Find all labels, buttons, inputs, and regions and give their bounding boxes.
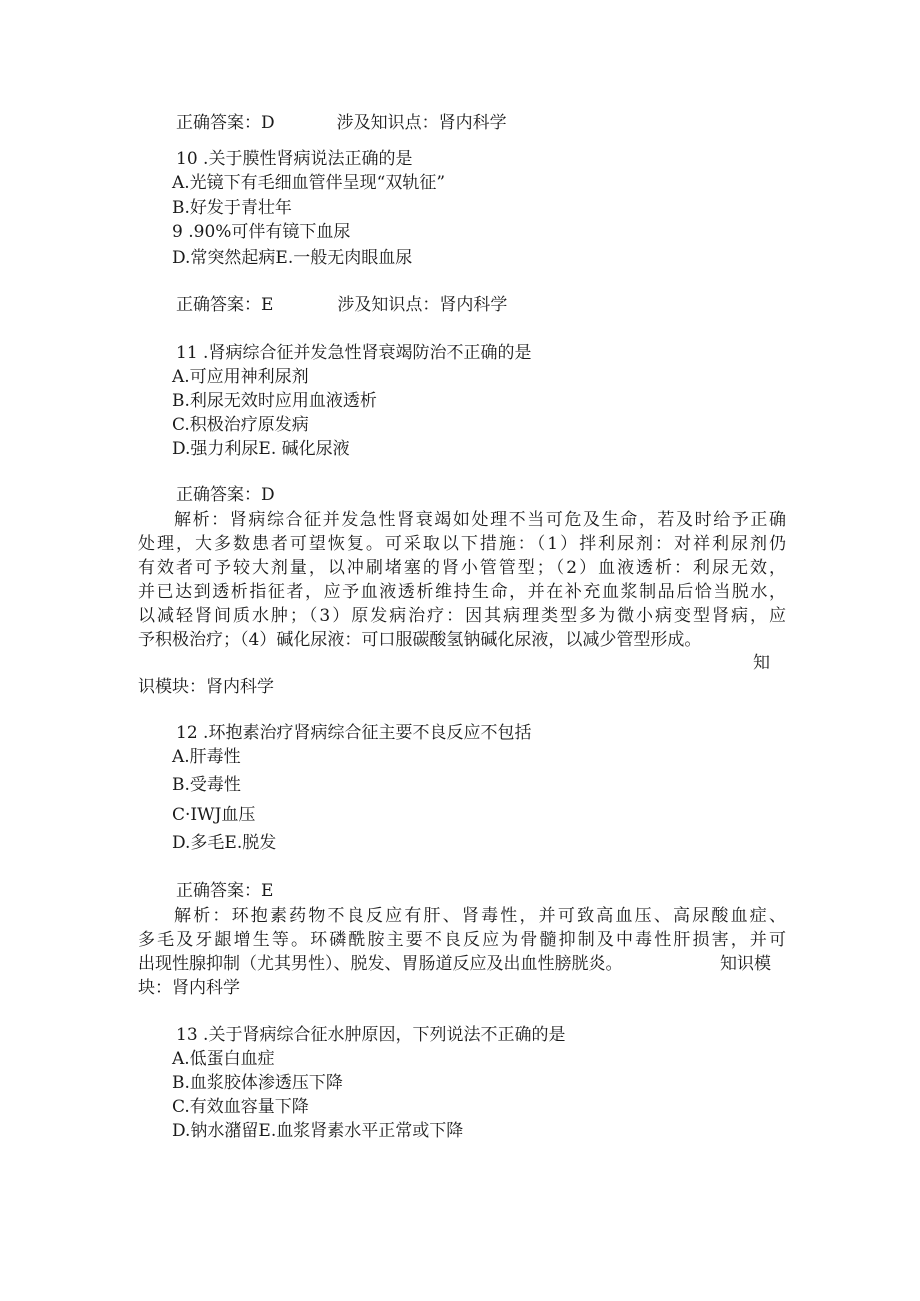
q12-explanation (138, 904, 786, 976)
q10-option-a: A.光镜下有毛细血管伴呈现“双轨征” (172, 173, 446, 193)
q11-option-de: D.强力利尿E. 碱化尿液 (172, 439, 350, 459)
q12-option-a: A.肝毒性 (172, 747, 241, 767)
q11-option-b: B.利尿无效时应用血液透析 (172, 391, 377, 411)
q13-option-de: D.钠水潴留E.血浆肾素水平正常或下降 (172, 1121, 464, 1141)
q12-option-de: D.多毛E.脱发 (172, 833, 277, 853)
q12-option-b: B.受毒性 (172, 775, 241, 795)
q10-stem: 10 .关于膜性肾病说法正确的是 (176, 149, 413, 169)
q11-explanation-line: 以减轻肾间质水肿；（3）原发病治疗：因其病理类型多为微小病变型肾病，应 (138, 606, 786, 626)
q9-answer: 正确答案：D (176, 113, 275, 133)
q10-option-de: D.常突然起病E.一般无肉眼血尿 (172, 248, 413, 268)
q11-module-part2: 识模块：肾内科学 (138, 677, 274, 697)
q11-explanation-line: 予积极治疗；（4）碱化尿液：可口服碳酸氢钠碱化尿液，以减少管型形成。 (138, 630, 702, 650)
q10-option-b: B.好发于青壮年 (172, 198, 292, 218)
q10-answer-line (176, 294, 507, 316)
q11-explanation-line: 处理，大多数患者可望恢复。可采取以下措施：（1）拌利尿剂：对祥利尿剂仍 (138, 534, 786, 554)
q11-module-part1: 知 (753, 653, 770, 673)
q12-answer: 正确答案：E (176, 881, 274, 901)
q10-topic: 涉及知识点：肾内科学 (337, 295, 508, 315)
q12-module-tail: 知识模 (720, 954, 771, 974)
q11-explanation-line: 解析：肾病综合征并发急性肾衰竭如处理不当可危及生命，若及时给予正确 (174, 510, 786, 530)
q12-stem: 12 .环抱素治疗肾病综合征主要不良反应不包括 (176, 723, 532, 743)
q12-explanation-line: 解析：环抱素药物不良反应有肝、肾毒性，并可致高血压、高尿酸血症、 (174, 906, 786, 926)
q12-module-line2: 块：肾内科学 (138, 978, 240, 998)
q10-answer: 正确答案：E (176, 295, 274, 315)
q11-option-c: C.积极治疗原发病 (172, 415, 309, 435)
q12-explanation-line: 多毛及牙龈增生等。环磷酰胺主要不良反应为骨髓抑制及中毒性肝损害，并可 (138, 930, 786, 950)
q12-explanation-line: 出现性腺抑制（尤其男性）、脱发、胃肠道反应及出血性膀胱炎。 (138, 954, 623, 974)
q9-topic: 涉及知识点：肾内科学 (336, 113, 507, 133)
q11-explanation-line: 并已达到透析指征者，应予血液透析维持生命，并在补充血浆制品后恰当脱水， (138, 582, 786, 602)
q11-option-a: A.可应用神利尿剂 (172, 367, 309, 387)
q9-answer-line (176, 112, 507, 134)
q10-option-c: 9 .90%可伴有镜下血尿 (172, 222, 351, 242)
q11-explanation-line: 有效者可予较大剂量，以冲刷堵塞的肾小管管型；（2）血液透析：利尿无效， (138, 558, 786, 578)
q11-stem: 11 .肾病综合征并发急性肾衰竭防治不正确的是 (176, 343, 532, 363)
q11-answer: 正确答案：D (176, 485, 275, 505)
q13-option-c: C.有效血容量下降 (172, 1097, 309, 1117)
q12-option-c: C·IWJ血压 (172, 805, 256, 825)
q13-option-a: A.低蛋白血症 (172, 1049, 275, 1069)
q13-option-b: B.血浆胶体渗透压下降 (172, 1073, 343, 1093)
q13-stem: 13 .关于肾病综合征水肿原因，下列说法不正确的是 (176, 1025, 566, 1045)
q11-explanation (138, 508, 786, 652)
